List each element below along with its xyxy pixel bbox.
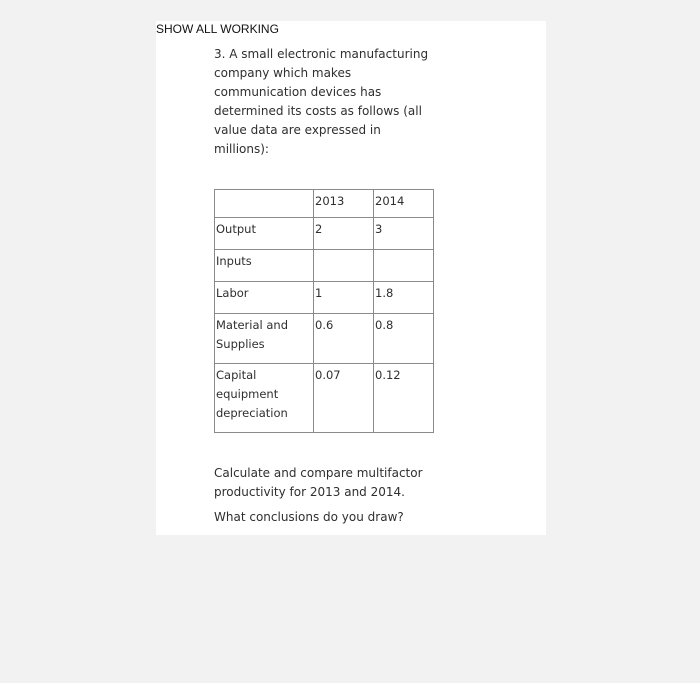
cell-2013: 2 (314, 218, 374, 250)
table-row-labor (215, 282, 434, 314)
header-cell-empty (215, 190, 314, 218)
table-row-inputs (215, 250, 434, 282)
cell-2014: 0.8 (374, 314, 434, 364)
document-page (156, 21, 546, 535)
cost-table (214, 189, 434, 433)
task-text (214, 464, 423, 527)
task-line: Calculate and compare multifactor (214, 466, 423, 480)
row-label: Output (215, 218, 314, 250)
question-text (214, 45, 444, 159)
table-row-output (215, 218, 434, 250)
instruction-header: SHOW ALL WORKING (156, 22, 279, 36)
row-label: Material and Supplies (215, 314, 314, 364)
question-line: communication devices has (214, 85, 382, 99)
table-row-materials (215, 314, 434, 364)
question-line: 3. A small electronic manufacturing (214, 47, 429, 61)
table-header-row (215, 190, 434, 218)
row-label: Capital equipment depreciation (215, 364, 314, 433)
question-line: value data are expressed in (214, 123, 381, 137)
cell-2014: 0.12 (374, 364, 434, 433)
row-label: Labor (215, 282, 314, 314)
header-cell-2013: 2013 (314, 190, 374, 218)
question-line: millions): (214, 142, 269, 156)
cell-2013: 0.6 (314, 314, 374, 364)
question-line: company which makes (214, 66, 352, 80)
task-line: productivity for 2013 and 2014. (214, 485, 405, 499)
cell-2014: 1.8 (374, 282, 434, 314)
cell-2014: 3 (374, 218, 434, 250)
cell-2013: 0.07 (314, 364, 374, 433)
table-row-capital (215, 364, 434, 433)
header-cell-2014: 2014 (374, 190, 434, 218)
question-line: determined its costs as follows (all (214, 104, 422, 118)
cell-2013 (314, 250, 374, 282)
cell-2014 (374, 250, 434, 282)
cell-2013: 1 (314, 282, 374, 314)
conclusion-question: What conclusions do you draw? (214, 510, 404, 524)
row-label: Inputs (215, 250, 314, 282)
